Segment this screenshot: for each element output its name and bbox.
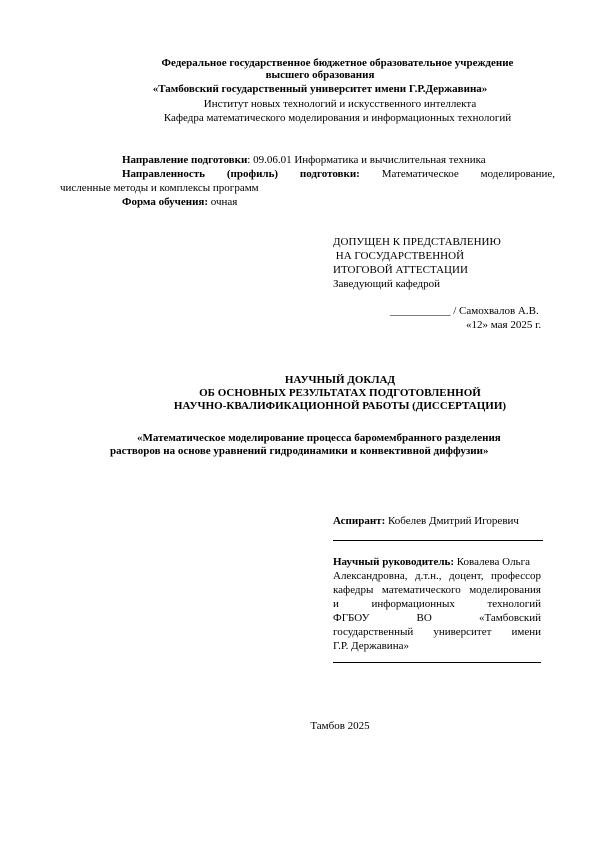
form-label: Форма обучения: (122, 196, 209, 208)
supervisor-word: технологий (487, 598, 541, 610)
city-year: Тамбов 2025 (310, 720, 370, 732)
profile-label-1: Направленность (122, 168, 205, 180)
supervisor-line-1 (333, 556, 530, 569)
approval-line-1: ДОПУЩЕН К ПРЕДСТАВЛЕНИЮ (333, 236, 501, 248)
dissertation-topic-2: растворов на основе уравнений гидродинамики и конвективной диффузии» (110, 445, 489, 457)
supervisor-word: Александровна, (333, 570, 408, 582)
profile-label-2: (профиль) (226, 168, 279, 180)
dissertation-topic-1: «Математическое моделирование процесса баромембранного разделения (137, 432, 501, 444)
report-title-1: НАУЧНЫЙ ДОКЛАД (284, 374, 396, 386)
supervisor-word: кафедры (333, 584, 374, 596)
org-line-1: Федеральное государственное бюджетное образовательное учреждение (161, 57, 514, 69)
approval-line-2: НА ГОСУДАРСТВЕННОЙ (333, 250, 465, 262)
direction-line (122, 154, 486, 167)
supervisor-word: ВО (416, 612, 432, 624)
profile-value-1: Математическое (381, 168, 459, 180)
author-name: Кобелев Дмитрий Игоревич (385, 515, 519, 527)
report-title-3: НАУЧНО-КВАЛИФИКАЦИОННОЙ РАБОТЫ (ДИССЕРТАЦИИ) (173, 400, 507, 412)
approval-head-of-department: Заведующий кафедрой (333, 278, 440, 290)
supervisor-line-6 (333, 626, 541, 639)
org-line-3: «Тамбовский государственный университет имени Г.Р.Державина» (152, 83, 488, 95)
report-title-2: ОБ ОСНОВНЫХ РЕЗУЛЬТАТАХ ПОДГОТОВЛЕННОЙ (199, 387, 481, 399)
supervisor-word: д.т.н., (415, 570, 442, 582)
supervisor-line-3 (333, 584, 541, 597)
supervisor-line-5 (333, 612, 541, 625)
supervisor-word: доцент, (449, 570, 484, 582)
supervisor-word: имени (511, 626, 541, 638)
supervisor-word: профессор (491, 570, 541, 582)
direction-label: Направление подготовки (122, 154, 248, 166)
direction-value: : 09.06.01 Информатика и вычислительная техника (247, 154, 486, 166)
supervisor-line-4 (333, 598, 541, 611)
author-line (333, 515, 519, 528)
supervisor-word: моделирования (469, 584, 541, 596)
supervisor-word: университет (433, 626, 492, 638)
supervisor-word: математического (381, 584, 461, 596)
profile-value-3: численные методы и комплексы программ (60, 182, 259, 194)
author-signature-line (333, 540, 543, 541)
supervisor-name-start: Ковалева Ольга (454, 556, 530, 568)
approval-date: «12» мая 2025 г. (466, 319, 542, 331)
supervisor-line-7: Г.Р. Державина» (333, 640, 409, 652)
author-label: Аспирант: (333, 515, 386, 527)
profile-line (122, 168, 555, 181)
org-line-2: высшего образования (265, 69, 375, 81)
form-value: очная (208, 196, 238, 208)
supervisor-word: «Тамбовский (478, 612, 541, 624)
supervisor-word: и (333, 598, 339, 610)
approval-line-3: ИТОГОВОЙ АТТЕСТАЦИИ (333, 264, 468, 276)
supervisor-signature-line (333, 662, 541, 663)
approval-signature: ___________ / Самохвалов А.В. (390, 305, 539, 317)
supervisor-label: Научный руководитель: (333, 556, 454, 568)
institute-line: Институт новых технологий и искусственного интеллекта (203, 98, 477, 110)
profile-value-2: моделирование, (480, 168, 555, 180)
supervisor-line-2 (333, 570, 541, 583)
supervisor-word: информационных (371, 598, 455, 610)
form-line (122, 196, 237, 209)
supervisor-word: государственный (333, 626, 414, 638)
profile-label-3: подготовки: (299, 168, 360, 180)
department-line: Кафедра математического моделирования и информационных технологий (163, 112, 512, 124)
supervisor-word: ФГБОУ (333, 612, 370, 624)
